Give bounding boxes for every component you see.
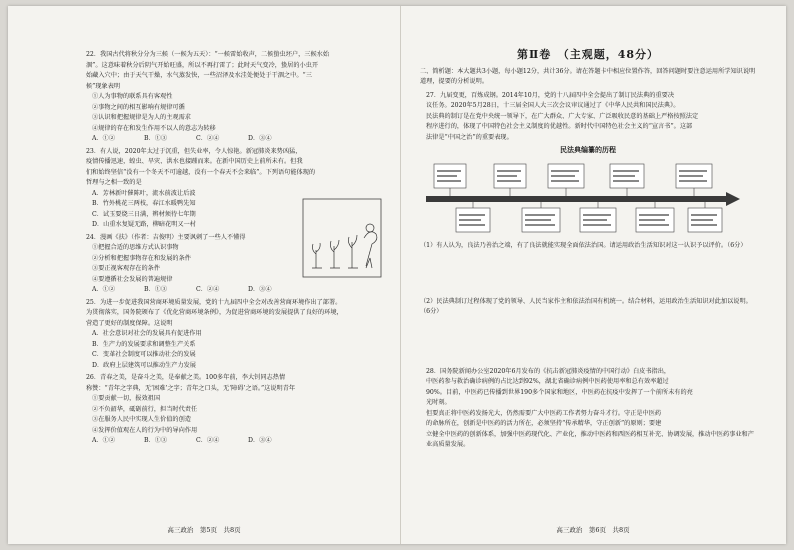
answer-statement: ②事物之间的相互影响有规律可循 — [92, 103, 185, 111]
answer-statement: B．竹外桃花三两枝，春江水暖鸭先知 — [92, 200, 196, 207]
answer-statement: ②不负韶华，砥砺前行，担当时代责任 — [92, 405, 198, 413]
q28-line: 立健全中医药的创新体系，加强中医药现代化、产业化，推动中医药和西医药相互补充、协调发展，推动中医药事业和产业高质量发展。 — [426, 430, 754, 448]
answer-statement: ④规律的存在和发生作用不以人的意志为转移 — [92, 124, 216, 132]
choice-option[interactable]: C．②④ — [196, 437, 220, 444]
page-5 — [8, 6, 400, 544]
question-stem-line: 始藏入穴中；由于天气干燥，水气蒸发快，一些沼泽及水洼处便处于干涸之中。“三 — [86, 72, 312, 79]
q27-text — [420, 91, 756, 144]
question-stem-line: 们和始终坚信“没有一个冬天不可逾越，没有一个春天不会来临”。下列语句能体现的 — [86, 168, 316, 176]
page-6-content — [420, 50, 756, 451]
question-26 — [86, 373, 382, 447]
choice-option[interactable]: A．①② — [92, 286, 116, 293]
choice-option[interactable]: C．②④ — [196, 286, 220, 293]
answer-statement: ④发挥价值观在人的行为中的导向作用 — [92, 426, 198, 434]
q28-line: 28．国务院新闻办公室2020年6月发布的《抗击新冠肺炎疫情的中国行动》白皮书指出， — [426, 367, 671, 375]
choice-option[interactable]: D．③④ — [248, 286, 272, 293]
choice-option[interactable]: A．①② — [92, 437, 116, 444]
choice-option[interactable]: D．③④ — [248, 437, 272, 444]
q27-line: 法律是“中国之治”的重要表现。 — [426, 133, 513, 141]
answer-statement: A．芳林新叶催陈叶，流水前波让后波 — [92, 189, 196, 197]
choice-option[interactable]: B．①③ — [144, 437, 168, 444]
timeline-title: 民法典编纂的历程 — [560, 145, 616, 154]
q27-line: 27．九届变更，百炼成钢。2014年10月，党的十八届四中全会提出了制订民法典的重要决 — [426, 91, 675, 99]
q28-line: 但要真正将中医药发扬光大，仍然需要广大中医药工作者努力奋斗才行。守正是中医药 — [426, 409, 662, 417]
question-stem-line: 涸”。这意味着秋分后阴气开始旺盛，所以不再打雷了；此时天气变冷，蛰居的小虫开 — [86, 61, 319, 69]
answer-statement: ④要遵循社会发展的普遍规律 — [92, 275, 173, 283]
q28-line: 光时刻。 — [426, 399, 451, 406]
q27-line: 民法典的制订是在党中央统一领导下，在广大群众、广大专家、广泛吸收民意的基础上严格按照法定 — [426, 112, 699, 120]
answer-statement: ①要贡献一切，报效祖国 — [92, 395, 161, 402]
q27-sub1: （1）有人认为，良法乃善治之端，有了良法就能实现全面依法治国。请运用政治生活知识对这一认识予以评价。（6分） — [420, 242, 747, 249]
question-stem-line: 疫情传播迅速，蝗虫、旱灾、洪水也接踵而来。在新中国历史上前所未有。但我 — [86, 158, 303, 165]
q28-line: 的命脉所在，创新是中医药的活力所在，必须坚持“传承精华，守正创新”的原则；要建 — [426, 420, 662, 427]
timeline-diagram — [420, 145, 756, 237]
question-stem-line: 26．青春之美，是奋斗之美，是奉献之美。100多年前，李大钊同志热情 — [86, 374, 286, 381]
question-stem-line: 哲理与之相一致的是 — [86, 179, 142, 186]
answer-statement: C．变革社会制度可以推动社会的发展 — [92, 351, 196, 358]
answer-statement: D．政府上层建筑可以推动生产力发展 — [92, 361, 196, 369]
question-stem-line: 25．为进一步促进我国营商环境质量发展，党的十九届四中全会对改善营商环境作出了部署。 — [86, 298, 342, 306]
question-stem-line: 22．我国古代将秋分分为三候（一候为五天）：“一候雷始收声，二候蛰虫坯户，三候水始 — [86, 51, 330, 58]
q27-line: 程序进行的，体现了中国特色社会主义制度的优越性。新时代中国特色社会主义的“宣言书”。这部 — [426, 123, 693, 130]
question-stem-line: 称赞：“青年之字典，无‘困难’之字；青年之口头，无‘障碍’之语。”这说明青年 — [86, 384, 296, 392]
answer-statement: ①人为事物的联系具有客观性 — [92, 93, 173, 100]
answer-statement: ③在服务人民中实现人生价值的创造 — [92, 416, 191, 423]
answer-statement: D．山重水复疑无路，柳暗花明又一村 — [92, 221, 196, 228]
part-ii-title: 第Ⅱ卷 （主观题，48分） — [516, 48, 660, 61]
q28-line: 90%。目前，中医药已传播到世界190多个国家和地区，中医药在抗疫中发挥了一个前所未有的亮 — [426, 388, 693, 396]
page-5-footer: 高三政治 第5页 共8页 — [167, 526, 241, 534]
answer-statement: ②分析和把握事物存在和发展的条件 — [92, 254, 191, 262]
choice-row — [86, 436, 382, 447]
question-25 — [86, 298, 382, 372]
answer-statement: A．社会意识对社会的发展具有促进作用 — [92, 330, 202, 337]
answer-statement: ③认识和把握规律是为人的主观需求 — [92, 114, 191, 121]
q27-sub2: （2）民法典制订过程体现了党的领导、人民当家作主和依法治国有机统一。结合材料，运用政治生活知识对此加以说明。（6分） — [420, 297, 752, 315]
page-6 — [400, 6, 786, 544]
page-6-footer: 高三政治 第6页 共8页 — [556, 526, 630, 534]
choice-row — [86, 285, 382, 296]
question-stem-line: 候”现象表明 — [86, 82, 121, 90]
answer-statement: B．生产力的发展要求和调整生产关系 — [92, 340, 196, 348]
exam-sheet — [8, 6, 786, 544]
choice-option[interactable]: B．①③ — [144, 135, 168, 142]
question-stem-line: 24．漫画《扶》（作者：吉俊明）主要讽刺了一些人不懂得 — [86, 233, 246, 241]
choice-option[interactable]: C．②④ — [196, 135, 220, 142]
answer-statement: ①把握合适的思维方式认识事物 — [92, 244, 179, 251]
cartoon-illustration — [302, 198, 382, 278]
answer-statement: ③要正视客观存在的条件 — [92, 265, 161, 272]
answer-statement: C．试玉要烧三日满，辨材须待七年期 — [92, 210, 196, 218]
q28-text — [420, 367, 756, 451]
choice-option[interactable]: B．①③ — [144, 286, 168, 293]
answer-space-1 — [420, 255, 756, 297]
timeline-graphic — [420, 158, 750, 236]
question-stem-line: 营造了更好的制度保障。这说明 — [86, 319, 173, 327]
question-22 — [86, 50, 382, 145]
question-stem-line: 23．有人说，2020年太过于沉重，但失业率，令人惊艳。新冠肺炎来势凶猛， — [86, 147, 302, 155]
choice-option[interactable]: A．①② — [92, 135, 116, 142]
q27-line: 议任务。2020年5月28日，十三届全国人大三次会议审议通过了《中华人民共和国民法典》。 — [426, 102, 680, 109]
answer-space-2 — [420, 321, 756, 367]
section-intro: 二、简析题：本大题共3小题，每小题12分，共计36分。请在答题卡中相应位置作答，回答问题时要注意运用所学知识说明道理，提要的分析说明。 — [420, 67, 756, 85]
q28-line: 中医药参与救治确诊病例的占比达到92%，湖北省确诊病例中医药使用率和总有效率超过 — [426, 378, 669, 385]
choice-option[interactable]: D．③④ — [248, 135, 272, 142]
question-stem-line: 为贯彻落实，国务院颁布了《优化营商环境条例》，为促进营商环境的发展提供了良好的环境， — [86, 309, 343, 316]
choice-row — [86, 134, 382, 145]
